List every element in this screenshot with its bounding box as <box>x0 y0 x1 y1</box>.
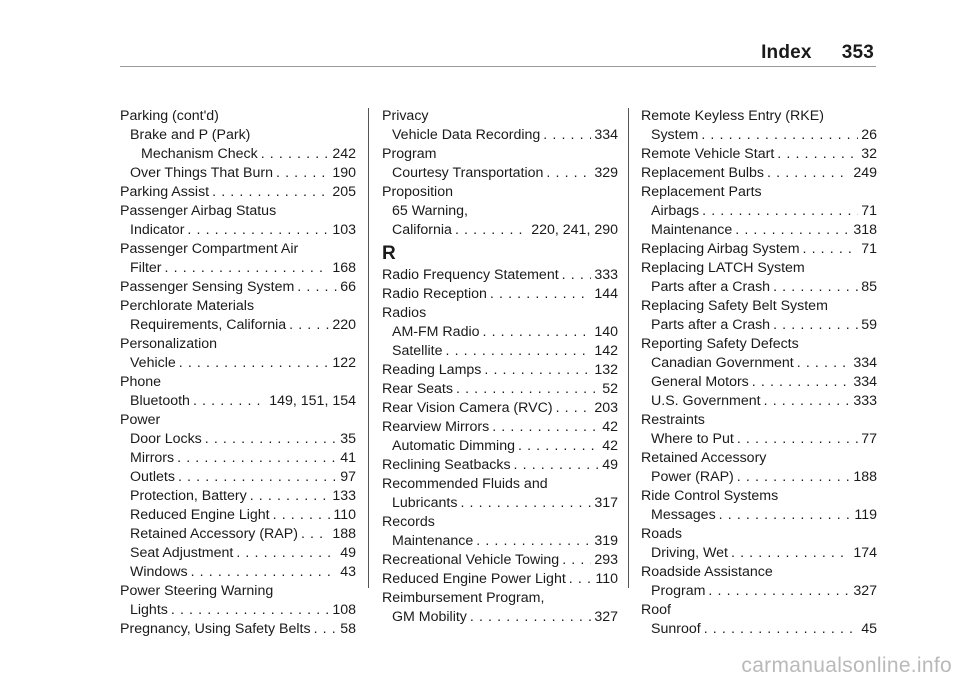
index-entry <box>641 468 877 487</box>
entry-text: Proposition <box>382 184 453 200</box>
index-entry <box>120 316 356 335</box>
entry-text: Replacing Safety Belt System <box>641 298 828 314</box>
dot-leader <box>177 449 337 468</box>
entry-text: System <box>651 127 699 143</box>
dot-leader <box>250 487 330 506</box>
index-entry <box>120 126 356 145</box>
page-ref: 149, 151, 154 <box>269 393 356 409</box>
entry-text: Lights <box>130 602 168 618</box>
page-ref: 119 <box>854 507 877 523</box>
dot-leader <box>543 126 591 145</box>
index-entry <box>641 449 877 468</box>
dot-leader <box>187 221 329 240</box>
page-ref: 97 <box>340 469 356 485</box>
page-ref: 26 <box>861 127 877 143</box>
entry-text: GM Mobility <box>392 609 467 625</box>
entry-text: Bluetooth <box>130 393 190 409</box>
page-ref: 45 <box>861 621 877 637</box>
entry-text: Protection, Battery <box>130 488 247 504</box>
dot-leader <box>273 506 331 525</box>
section-letter: R <box>382 243 396 264</box>
index-entry <box>382 221 618 240</box>
entry-text: Replacement Parts <box>641 184 762 200</box>
dot-leader <box>470 608 591 627</box>
index-entry <box>382 202 618 221</box>
index-entry <box>120 449 356 468</box>
dot-leader <box>490 285 591 304</box>
dot-leader <box>752 373 851 392</box>
page-ref: 220 <box>332 317 356 333</box>
index-entry <box>382 513 618 532</box>
index-entry <box>641 240 877 259</box>
dot-leader <box>797 354 851 373</box>
index-entry <box>382 380 618 399</box>
index-entry <box>120 620 356 639</box>
index-entry <box>382 494 618 513</box>
index-entry <box>120 544 356 563</box>
index-entry <box>120 107 356 126</box>
page-header <box>761 42 874 64</box>
page-ref: 58 <box>340 621 356 637</box>
index-entry <box>641 544 877 563</box>
entry-text: Power (RAP) <box>651 469 734 485</box>
dot-leader <box>178 468 337 487</box>
page-ref: 49 <box>340 545 356 561</box>
index-entry <box>120 335 356 354</box>
dot-leader <box>193 392 266 411</box>
page-ref: 142 <box>594 343 618 359</box>
index-entry <box>641 316 877 335</box>
entry-text: Program <box>651 583 706 599</box>
dot-leader <box>702 202 858 221</box>
page-ref: 108 <box>332 602 356 618</box>
entry-text: Roads <box>641 526 683 542</box>
entry-text: Seat Adjustment <box>130 545 234 561</box>
dot-leader <box>289 316 329 335</box>
index-entry <box>641 601 877 620</box>
page-ref: 293 <box>594 552 618 568</box>
page-ref: 242 <box>332 146 356 162</box>
entry-text: Replacing LATCH System <box>641 260 805 276</box>
entry-text: Passenger Airbag Status <box>120 203 277 219</box>
header-title: Index <box>761 42 812 63</box>
dot-leader <box>261 145 330 164</box>
entry-text: Maintenance <box>392 533 474 549</box>
entry-text: Messages <box>651 507 716 523</box>
entry-text: Lubricants <box>392 495 458 511</box>
page-ref: 334 <box>853 374 877 390</box>
page-ref: 317 <box>594 495 618 511</box>
entry-text: Over Things That Burn <box>130 165 273 181</box>
index-entry <box>382 361 618 380</box>
entry-text: Door Locks <box>130 431 202 447</box>
entry-text: Recommended Fluids and <box>382 476 548 492</box>
entry-text: Retained Accessory <box>641 450 767 466</box>
entry-text: Pregnancy, Using Safety Belts <box>120 621 311 637</box>
page-ref: 327 <box>853 583 877 599</box>
index-entry <box>641 563 877 582</box>
dot-leader <box>764 392 851 411</box>
dot-leader <box>301 525 329 544</box>
index-entry <box>120 468 356 487</box>
dot-leader <box>704 620 859 639</box>
page-ref: 110 <box>595 571 618 587</box>
entry-text: Reading Lamps <box>382 362 482 378</box>
page-ref: 42 <box>602 438 618 454</box>
index-entry <box>382 145 618 164</box>
page-ref: 327 <box>594 609 618 625</box>
index-entry <box>382 608 618 627</box>
entry-text: Radios <box>382 305 427 321</box>
index-entry <box>120 278 356 297</box>
index-entry <box>382 183 618 202</box>
page-ref: 190 <box>332 165 356 181</box>
dot-leader <box>483 323 592 342</box>
entry-text: Phone <box>120 374 162 390</box>
index-entry <box>382 570 618 589</box>
dot-leader <box>556 399 592 418</box>
dot-leader <box>460 494 591 513</box>
entry-text: Perchlorate Materials <box>120 298 255 314</box>
index-entry <box>641 107 877 126</box>
page-ref: 71 <box>861 241 877 257</box>
index-entry <box>641 582 877 601</box>
index-entry <box>120 354 356 373</box>
entry-text: Vehicle <box>130 355 176 371</box>
page-ref: 168 <box>332 260 356 276</box>
index-entry <box>382 266 618 285</box>
entry-text: Airbags <box>651 203 700 219</box>
page-ref: 174 <box>853 545 877 561</box>
index-column-2 <box>382 107 618 627</box>
dot-leader <box>773 278 858 297</box>
header-page-number: 353 <box>841 42 874 63</box>
index-entry <box>120 202 356 221</box>
index-entry <box>382 532 618 551</box>
dot-leader <box>236 544 337 563</box>
index-entry <box>641 126 877 145</box>
entry-text: Privacy <box>382 108 429 124</box>
page-ref: 333 <box>853 393 877 409</box>
page-ref: 66 <box>340 279 356 295</box>
dot-leader <box>708 582 850 601</box>
entry-text: Roof <box>641 602 671 618</box>
page-ref: 333 <box>594 267 618 283</box>
dot-leader <box>514 456 600 475</box>
dot-leader <box>737 430 858 449</box>
entry-text: Requirements, California <box>130 317 287 333</box>
dot-leader <box>314 620 338 639</box>
page-ref: 49 <box>602 457 618 473</box>
index-entry <box>382 418 618 437</box>
dot-leader <box>777 145 858 164</box>
dot-leader <box>212 183 329 202</box>
dot-leader <box>735 221 850 240</box>
dot-leader <box>719 506 852 525</box>
index-entry <box>382 437 618 456</box>
index-entry <box>382 342 618 361</box>
page-ref: 334 <box>853 355 877 371</box>
page-ref: 188 <box>332 526 356 542</box>
entry-text: Restraints <box>641 412 705 428</box>
entry-text: Replacement Bulbs <box>641 165 765 181</box>
entry-text: Reduced Engine Power Light <box>382 571 566 587</box>
index-entry <box>120 164 356 183</box>
page-ref: 205 <box>332 184 356 200</box>
dot-leader <box>518 437 599 456</box>
index-entry <box>382 107 618 126</box>
index-entry <box>641 164 877 183</box>
entry-text: Passenger Compartment Air <box>120 241 299 257</box>
page-ref: 144 <box>594 286 618 302</box>
entry-text: 65 Warning, <box>392 203 468 219</box>
index-entry <box>120 506 356 525</box>
entry-text: Maintenance <box>651 222 733 238</box>
entry-text: Program <box>382 146 437 162</box>
entry-text: Reduced Engine Light <box>130 507 270 523</box>
index-entry <box>382 323 618 342</box>
entry-text: Passenger Sensing System <box>120 279 295 295</box>
index-entry <box>641 183 877 202</box>
entry-text: Power <box>120 412 161 428</box>
entry-text: Ride Control Systems <box>641 488 779 504</box>
page-ref: 103 <box>332 222 356 238</box>
entry-text: Rear Vision Camera (RVC) <box>382 400 553 416</box>
column-divider <box>368 108 369 588</box>
dot-leader <box>803 240 859 259</box>
index-entry <box>120 373 356 392</box>
dot-leader <box>456 380 599 399</box>
entry-text: Vehicle Data Recording <box>392 127 541 143</box>
entry-text: Remote Keyless Entry (RKE) <box>641 108 824 124</box>
dot-leader <box>484 361 591 380</box>
index-entry <box>382 285 618 304</box>
index-entry <box>641 335 877 354</box>
page-ref: 132 <box>594 362 618 378</box>
entry-text: Reporting Safety Defects <box>641 336 799 352</box>
entry-text: Parts after a Crash <box>651 317 771 333</box>
entry-text: Indicator <box>130 222 185 238</box>
index-entry <box>382 551 618 570</box>
index-entry <box>641 620 877 639</box>
dot-leader <box>179 354 330 373</box>
index-entry <box>382 126 618 145</box>
dot-leader <box>171 601 329 620</box>
entry-text: AM-FM Radio <box>392 324 480 340</box>
index-entry <box>641 278 877 297</box>
index-entry <box>641 430 877 449</box>
entry-text: Replacing Airbag System <box>641 241 800 257</box>
index-entry <box>120 240 356 259</box>
index-entry <box>120 145 356 164</box>
entry-text: Remote Vehicle Start <box>641 146 775 162</box>
entry-text: General Motors <box>651 374 749 390</box>
page-ref: 71 <box>861 203 877 219</box>
dot-leader <box>276 164 329 183</box>
entry-text: Parts after a Crash <box>651 279 771 295</box>
dot-leader <box>737 468 851 487</box>
index-entry <box>382 475 618 494</box>
index-entry <box>641 297 877 316</box>
entry-text: Parking Assist <box>120 184 210 200</box>
dot-leader <box>165 259 330 278</box>
dot-leader <box>205 430 337 449</box>
index-entry <box>641 202 877 221</box>
dot-leader <box>562 266 592 285</box>
page-ref: 41 <box>340 450 356 466</box>
dot-leader <box>476 532 591 551</box>
watermark: carmanualsonline.info <box>741 654 952 677</box>
index-entry <box>641 354 877 373</box>
index-entry <box>382 304 618 323</box>
page-ref: 122 <box>332 355 356 371</box>
header-rule <box>120 66 876 67</box>
page-ref: 220, 241, 290 <box>531 222 618 238</box>
index-column-3 <box>641 107 877 639</box>
page-ref: 52 <box>602 381 618 397</box>
index-entry <box>382 456 618 475</box>
entry-text: Where to Put <box>651 431 734 447</box>
entry-text: Canadian Government <box>651 355 794 371</box>
entry-text: Reclining Seatbacks <box>382 457 511 473</box>
index-entry <box>120 221 356 240</box>
column-divider <box>628 108 629 588</box>
index-entry <box>641 145 877 164</box>
entry-text: Driving, Wet <box>651 545 728 561</box>
page-ref: 319 <box>594 533 618 549</box>
entry-text: Automatic Dimming <box>392 438 515 454</box>
index-entry <box>641 506 877 525</box>
entry-text: Rearview Mirrors <box>382 419 490 435</box>
entry-text: Retained Accessory (RAP) <box>130 526 298 542</box>
dot-leader <box>701 126 858 145</box>
index-entry <box>382 164 618 183</box>
dot-leader <box>562 551 591 570</box>
entry-text: Mechanism Check <box>141 146 258 162</box>
entry-text: Mirrors <box>130 450 175 466</box>
entry-text: Parking (cont'd) <box>120 108 219 124</box>
entry-text: Radio Reception <box>382 286 487 302</box>
page-ref: 188 <box>853 469 877 485</box>
page-ref: 203 <box>594 400 618 416</box>
page-ref: 77 <box>861 431 877 447</box>
index-entry <box>120 582 356 601</box>
entry-text: Recreational Vehicle Towing <box>382 552 560 568</box>
index-entry <box>120 487 356 506</box>
entry-text: Windows <box>130 564 188 580</box>
index-entry <box>382 399 618 418</box>
dot-leader <box>767 164 850 183</box>
dot-leader <box>773 316 858 335</box>
dot-leader <box>731 544 850 563</box>
index-entry <box>120 183 356 202</box>
page-ref: 334 <box>594 127 618 143</box>
page-ref: 35 <box>340 431 356 447</box>
entry-text: Brake and P (Park) <box>130 127 251 143</box>
page-ref: 140 <box>594 324 618 340</box>
index-entry <box>382 589 618 608</box>
page-ref: 43 <box>340 564 356 580</box>
index-entry <box>641 259 877 278</box>
index-entry <box>120 525 356 544</box>
index-entry <box>120 430 356 449</box>
index-entry <box>120 297 356 316</box>
dot-leader <box>569 570 593 589</box>
page-ref: 59 <box>861 317 877 333</box>
index-column-1 <box>120 107 356 639</box>
entry-text: Power Steering Warning <box>120 583 274 599</box>
index-entry <box>120 259 356 278</box>
entry-text: Rear Seats <box>382 381 453 397</box>
index-entry <box>641 525 877 544</box>
entry-text: Roadside Assistance <box>641 564 773 580</box>
dot-leader <box>445 342 591 361</box>
index-entry <box>641 392 877 411</box>
page-ref: 249 <box>853 165 877 181</box>
index-entry <box>641 411 877 430</box>
entry-text: Records <box>382 514 435 530</box>
page-ref: 329 <box>594 165 618 181</box>
entry-text: Sunroof <box>651 621 701 637</box>
index-entry <box>641 373 877 392</box>
index-entry <box>120 411 356 430</box>
entry-text: Filter <box>130 260 162 276</box>
dot-leader <box>546 164 591 183</box>
dot-leader <box>492 418 599 437</box>
index-entry <box>120 392 356 411</box>
index-entry <box>120 601 356 620</box>
page-ref: 133 <box>332 488 356 504</box>
entry-text: Reimbursement Program, <box>382 590 545 606</box>
index-entry <box>120 563 356 582</box>
dot-leader <box>297 278 337 297</box>
entry-text: Outlets <box>130 469 175 485</box>
entry-text: California <box>392 222 452 238</box>
entry-text: Radio Frequency Statement <box>382 267 559 283</box>
index-entry <box>641 487 877 506</box>
entry-text: Satellite <box>392 343 443 359</box>
entry-text: Personalization <box>120 336 218 352</box>
page-ref: 85 <box>861 279 877 295</box>
dot-leader <box>191 563 338 582</box>
index-entry <box>641 221 877 240</box>
dot-leader <box>455 221 528 240</box>
page-ref: 110 <box>333 507 356 523</box>
page-ref: 318 <box>853 222 877 238</box>
page-ref: 32 <box>861 146 877 162</box>
entry-text: U.S. Government <box>651 393 761 409</box>
page-ref: 42 <box>602 419 618 435</box>
entry-text: Courtesy Transportation <box>392 165 544 181</box>
